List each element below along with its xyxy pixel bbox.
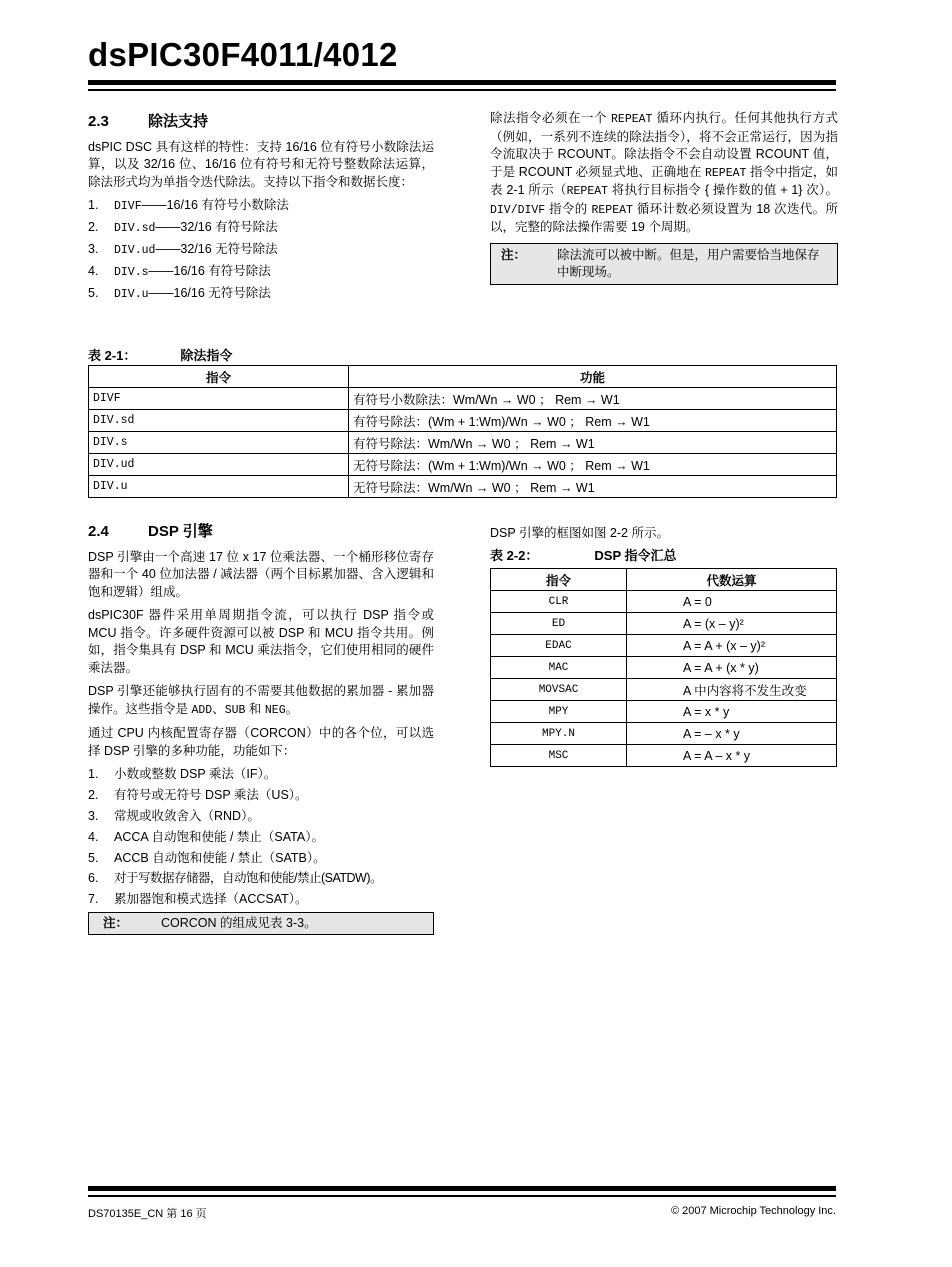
- table-row: MPY A = x * y: [491, 701, 837, 723]
- table-row: CLR A = 0: [491, 591, 837, 613]
- section-2-3-right: [490, 110, 838, 285]
- dsp-feature-list: [88, 766, 434, 909]
- table-row: ED A = (x – y)²: [491, 613, 837, 635]
- table-row: MAC A = A + (x * y): [491, 657, 837, 679]
- section-title: DSP 引擎: [148, 523, 213, 540]
- list-item: 3. 常规或收敛舍入（RND）。: [88, 808, 260, 823]
- note-label: 注：: [103, 916, 129, 931]
- list-item: 5. DIV.u——16/16 无符号除法: [88, 285, 271, 301]
- table-row: MOVSAC A 中内容将不发生改变: [491, 679, 837, 701]
- dsp-instruction-table: [490, 568, 837, 767]
- list-item: 5. ACCB 自动饱和使能 / 禁止（SATB）。: [88, 850, 326, 865]
- dsp-paragraph-4: 通过 CPU 内核配置寄存器（CORCON）中的各个位，可以选择 DSP 引擎的多种功能，功能如下：: [88, 726, 434, 758]
- block-diagram-reference: DSP 引擎的框图如图 2-2 所示。: [490, 526, 669, 540]
- section-title: 除法支持: [148, 113, 209, 130]
- division-instruction-list: [88, 197, 434, 303]
- list-item: 2. 有符号或无符号 DSP 乘法（US）。: [88, 787, 308, 802]
- table-row: MPY.N A = – x * y: [491, 723, 837, 745]
- note-label: 注：: [501, 247, 527, 262]
- section-2-3-intro: dsPIC DSC 具有这样的特性：支持 16/16 位有符号小数除法运算，以及 32/16 位、16/16 位有符号和无符号整数除法运算，除法形式均为单指令迭代除法。支持以下指令和数据长度：: [88, 139, 434, 189]
- table-header-row: [491, 569, 837, 591]
- section-number: 2.4: [88, 523, 109, 540]
- list-item: 1. 小数或整数 DSP 乘法（IF）。: [88, 767, 277, 781]
- list-item: 6. 对于写数据存储器，自动饱和使能/禁止(SATDW)。: [88, 871, 383, 886]
- table-row: EDAC A = A + (x – y)²: [491, 635, 837, 657]
- list-item: 1. DIVF——16/16 有符号小数除法: [88, 198, 289, 213]
- table-row: DIVF 有符号小数除法：Wm/Wn → W0 ； Rem → W1: [89, 388, 837, 410]
- section-2-3-left: [88, 113, 434, 306]
- dsp-paragraph-2: dsPIC30F 器件采用单周期指令流，可以执行 DSP 指令或 MCU 指令。许多硬件资源可以被 DSP 和 MCU 指令共用。例如，指令集具有 DSP 和 MCU 乘法指令，它们使用相同的硬件乘法器。: [88, 608, 434, 675]
- table-row: MSC A = A – x * y: [491, 745, 837, 767]
- list-item: 4. ACCA 自动饱和使能 / 禁止（SATA）。: [88, 829, 324, 844]
- note-box: [88, 912, 434, 935]
- section-2-3-heading: [88, 113, 434, 131]
- list-item: 4. DIV.s——16/16 有符号除法: [88, 263, 271, 279]
- table-row: DIV.sd 有符号除法：(Wm + 1:Wm)/Wn → W0 ； Rem → W1: [89, 410, 837, 432]
- list-item: 3. DIV.ud——32/16 无符号除法: [88, 241, 278, 257]
- footer-rule: [88, 1186, 836, 1191]
- column-header: 功能: [349, 366, 837, 388]
- repeat-paragraph: 除法指令必须在一个 REPEAT 循环内执行。任何其他执行方式（例如，一系列不连续的除法指令），将不会正常运行，因为指令流取决于 RCOUNT。除法指令不会自动设置 RCOUNT 值，于是 RCOUNT 必须显式地、正确地在 REPEAT 指令中指定，如表 2-1 所示（REPEAT 将执行目标指令 { 操作数的值 + 1} 次）。DIV/DIVF 指令的 REPEAT 循环计数必须设置为 18 次迭代。所以，完整的除法操作需要 19 个周期。: [490, 111, 839, 234]
- footer-copyright: © 2007 Microchip Technology Inc.: [670, 1205, 836, 1217]
- dsp-paragraph-1: DSP 引擎由一个高速 17 位 x 17 位乘法器、一个桶形移位寄存器和一个 40 位加法器 / 减法器（两个目标累加器、含入逻辑和饱和逻辑）组成。: [88, 549, 434, 599]
- header-rule-thin: [88, 89, 836, 91]
- note-box: [490, 243, 838, 285]
- footer-document-id: DS70135E_CN 第 16 页: [88, 1208, 207, 1220]
- table-row: DIV.ud 无符号除法：(Wm + 1:Wm)/Wn → W0 ； Rem → W1: [89, 454, 837, 476]
- column-header: 代数运算: [627, 569, 837, 591]
- section-2-4-heading: [88, 523, 434, 541]
- list-item: 2. DIV.sd——32/16 有符号除法: [88, 219, 278, 235]
- table-header-row: [89, 366, 837, 388]
- list-item: 7. 累加器饱和模式选择（ACCSAT）。: [88, 892, 308, 907]
- column-header: 指令: [491, 569, 627, 591]
- footer-rule-thin: [88, 1195, 836, 1197]
- section-2-4-right: [490, 525, 838, 543]
- section-number: 2.3: [88, 113, 109, 130]
- division-instruction-table: [88, 365, 837, 498]
- table-row: DIV.s 有符号除法：Wm/Wn → W0 ； Rem → W1: [89, 432, 837, 454]
- note-text: CORCON 的组成见表 3-3。: [161, 916, 317, 931]
- table-2-1-caption: 表 2-1： 除法指令: [88, 348, 233, 363]
- note-text: 除法流可以被中断。但是，用户需要恰当地保存中断现场。: [557, 247, 820, 279]
- table-row: DIV.u 无符号除法：Wm/Wn → W0 ； Rem → W1: [89, 476, 837, 498]
- header-rule: [88, 80, 836, 85]
- column-header: 指令: [89, 366, 349, 388]
- table-2-2-caption: 表 2-2： DSP 指令汇总: [490, 548, 677, 563]
- dsp-paragraph-3: DSP 引擎还能够执行固有的不需要其他数据的累加器 - 累加器操作。这些指令是 ADD、SUB 和 NEG。: [88, 684, 434, 717]
- section-2-4-left: [88, 523, 434, 935]
- document-title: dsPIC30F4011/4012: [88, 36, 398, 73]
